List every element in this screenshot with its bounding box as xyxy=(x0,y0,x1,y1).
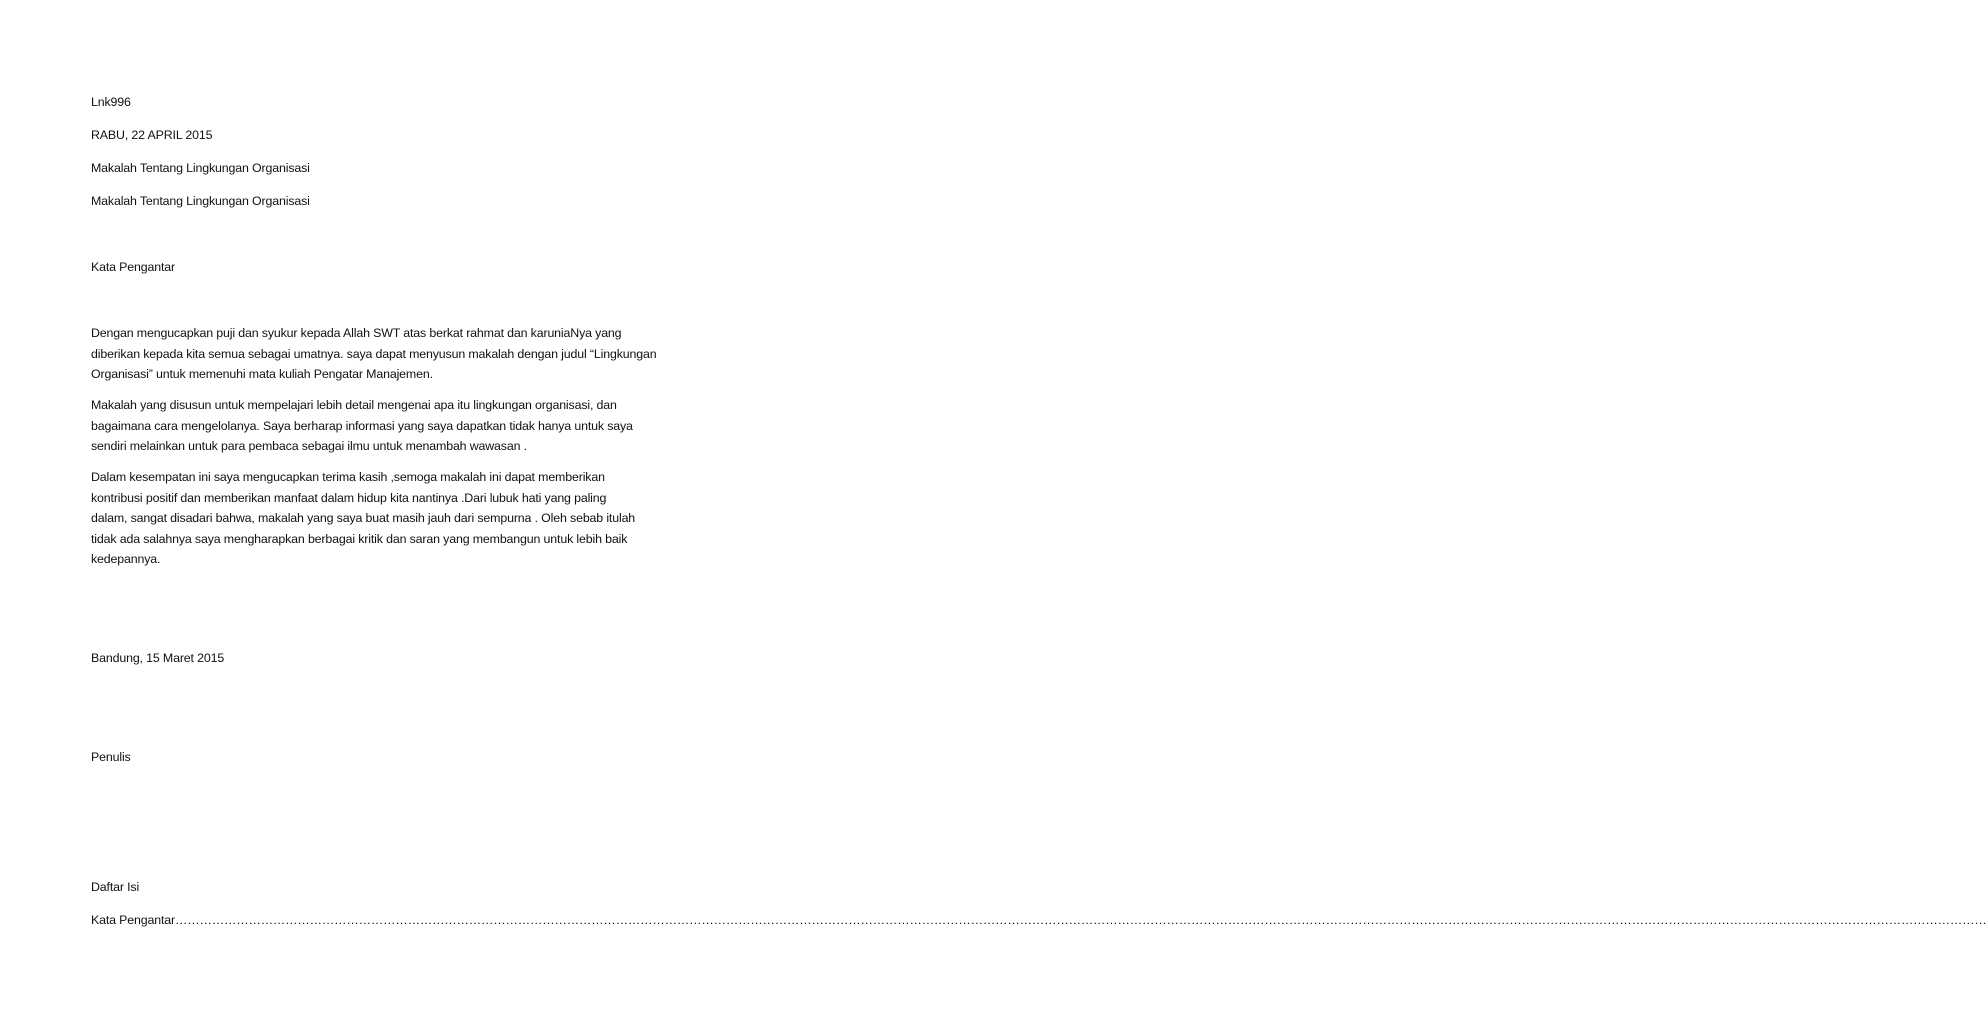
section-heading: Kata Pengantar xyxy=(91,260,176,274)
signature: Penulis xyxy=(91,750,131,764)
paragraph-intro: Dengan mengucapkan puji dan syukur kepada Allah SWT atas berkat rahmat dan karuniaNya yang diberikan kepada kita semua sebagai umatnya. saya dapat menyusun makalah dengan judul “Lingkungan Organisasi” untuk memenuhi mata kuliah Pengatar Manajemen. xyxy=(91,326,657,382)
article-title: Makalah Tentang Lingkungan Organisasi xyxy=(91,194,310,208)
post-title: Makalah Tentang Lingkungan Organisasi xyxy=(91,161,310,175)
blog-name: Lnk996 xyxy=(91,95,131,109)
post-date: RABU, 22 APRIL 2015 xyxy=(91,128,213,142)
paragraph-thanks: Dalam kesempatan ini saya mengucapkan terima kasih ,semoga makalah ini dapat memberikan kontribusi positif dan memberikan manfaat dalam hidup kita nantinya .Dari lubuk hati yang paling dalam, sangat disadari bahwa, makalah yang saya buat masih jauh dari sempurna . Oleh sebab itulah tidak ada salahnya saya mengharapkan berbagai kritik dan saran yang membangun untuk lebih baik kedepannya. xyxy=(91,470,636,567)
toc-entry: Kata Pengantar………………………………………………………………………………………………………………………………………………………………………………………………………………………………………………………………………………………………………………………………………………………………………………………………………… xyxy=(91,913,1987,927)
place-date: Bandung, 15 Maret 2015 xyxy=(91,651,225,665)
paragraph-purpose: Makalah yang disusun untuk mempelajari lebih detail mengenai apa itu lingkungan organisasi, dan bagaimana cara mengelolanya. Saya berharap informasi yang saya dapatkan tidak hanya untuk saya sendiri melainkan untuk para pembaca sebagai ilmu untuk menambah wawasan . xyxy=(91,398,633,454)
toc-heading: Daftar Isi xyxy=(91,880,140,894)
